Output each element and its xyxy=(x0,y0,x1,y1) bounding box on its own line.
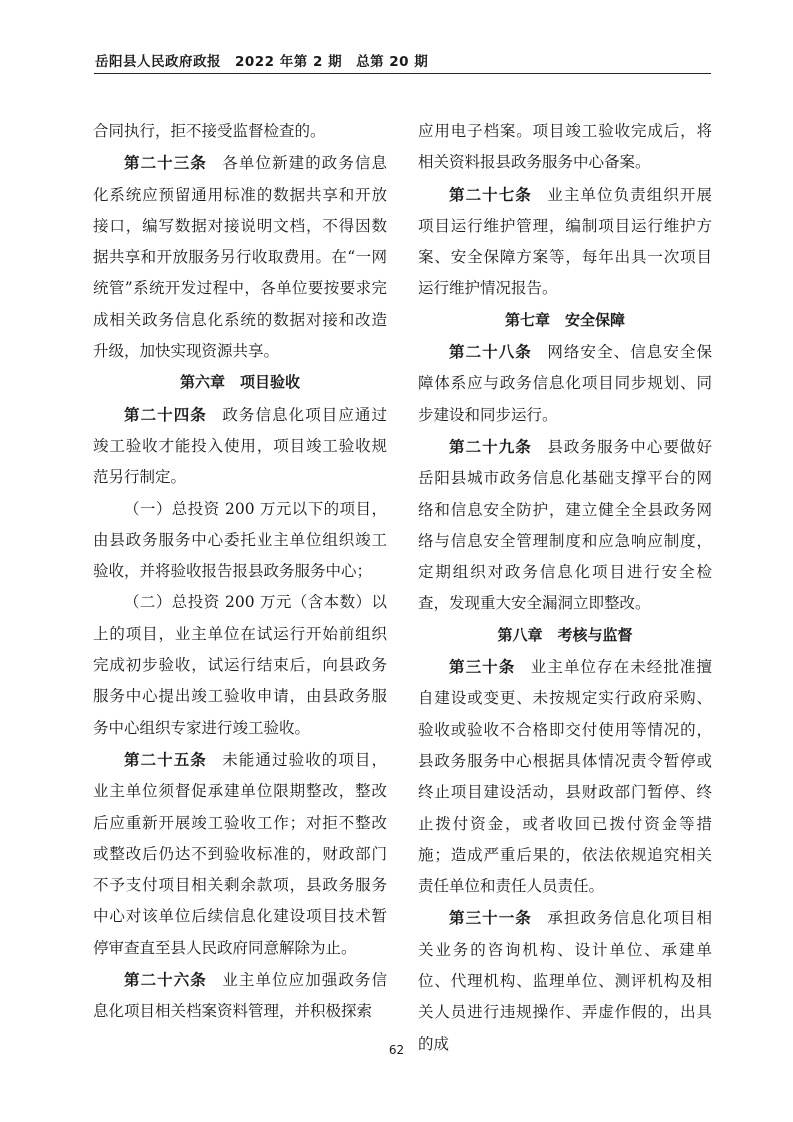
chapter-title: 考核与监督 xyxy=(557,625,633,644)
article-text: 未能通过验收的项目，业主单位须督促承建单位限期整改，整改后应重新开展竣工验收工作；对拒不整改或整改后仍达不到验收标准的，财政部门不予支付项目相关剩余款项，县政务服务中心对该单位后续信息化建设项目技术暂停审查直至县人民政府同意解除为止。 xyxy=(93,750,387,957)
page-header: 岳阳县人民政府政报 2022 年第 2 期 总第 20 期 xyxy=(95,54,429,70)
right-column xyxy=(418,116,712,1060)
article-title: 第二十九条 xyxy=(449,436,532,456)
chapter-title: 项目验收 xyxy=(240,373,301,392)
paragraph: 应用电子档案。项目竣工验收完成后，将相关资料报县政务服务中心备案。 xyxy=(418,122,712,172)
article-30 xyxy=(418,651,712,902)
article-text: 业主单位负责组织开展项目运行维护管理，编制项目运行维护方案、安全保障方案等，每年出具一次项目运行维护情况报告。 xyxy=(418,185,712,298)
article-text: 业主单位存在未经批准擅自建设或变更、未按规定实行政府采购、验收或验收不合格即交付使用等情况的，县政务服务中心根据具体情况责令暂停或终止项目建设活动，县财政部门暂停、终止拨付资金，或者收回已拨付资金等措施；造成严重后果的，依法依规追究相关责任单位和责任人员责任。 xyxy=(418,658,712,896)
chapter-7-heading xyxy=(418,305,712,336)
article-title: 第二十三条 xyxy=(124,153,207,173)
chapter-number: 第六章 xyxy=(179,373,225,392)
article-27 xyxy=(418,179,712,305)
chapter-8-heading xyxy=(418,620,712,651)
left-column xyxy=(93,116,387,1028)
article-26 xyxy=(93,964,387,1028)
article-title: 第二十四条 xyxy=(124,404,207,424)
page-number: 62 xyxy=(388,1043,405,1057)
article-25 xyxy=(93,744,387,964)
header-rule xyxy=(94,73,711,74)
article-29 xyxy=(418,431,712,620)
chapter-title: 安全保障 xyxy=(565,310,626,329)
article-text: 各单位新建的政务信息化系统应预留通用标准的数据共享和开放接口，编写数据对接说明文档，不得因数据共享和开放服务另行收取费用。在“一网统管”系统开发过程中，各单位要按要求完成相关政务信息化系统的数据对接和改造升级，加快实现资源共享。 xyxy=(93,154,387,361)
article-24-item-2: （二）总投资 200 万元（含本数）以上的项目，业主单位在试运行开始前组织完成初步验收，试运行结束后，向县政务服务中心提出竣工验收申请，由县政务服务中心组织专家进行竣工验收。 xyxy=(93,593,387,737)
article-31 xyxy=(418,902,712,1059)
chapter-6-heading xyxy=(93,367,387,398)
article-title: 第二十七条 xyxy=(449,184,532,204)
article-text: 政务信息化项目应通过竣工验收才能投入使用，项目竣工验收规范另行制定。 xyxy=(93,405,387,487)
article-text: 业主单位应加强政务信息化项目相关档案资料管理，并积极探索 xyxy=(93,971,387,1021)
article-text: 承担政务信息化项目相关业务的咨询机构、设计单位、承建单位、代理机构、监理单位、测评机构及相关人员进行违规操作、弄虚作假的，出具的成 xyxy=(418,909,712,1053)
paragraph: 合同执行，拒不接受监督检查的。 xyxy=(93,122,326,140)
article-title: 第二十五条 xyxy=(124,749,207,769)
article-28 xyxy=(418,336,712,431)
article-text: 县政务服务中心要做好岳阳县城市政务信息化基础支撑平台的网络和信息安全防护，建立健全全县政务网络与信息安全管理制度和应急响应制度，定期组织对政务信息化项目进行安全检查，发现重大安全漏洞立即整改。 xyxy=(418,437,712,613)
article-title: 第三十条 xyxy=(449,657,516,677)
article-title: 第二十六条 xyxy=(124,970,207,990)
article-23 xyxy=(93,147,387,367)
chapter-number: 第八章 xyxy=(497,625,543,644)
article-title: 第二十八条 xyxy=(449,342,532,362)
article-24-item-1: （一）总投资 200 万元以下的项目，由县政务服务中心委托业主单位组织竣工验收，并将验收报告报县政务服务中心； xyxy=(93,499,387,581)
article-24 xyxy=(93,399,387,494)
chapter-number: 第七章 xyxy=(504,310,550,329)
article-text: 网络安全、信息安全保障体系应与政务信息化项目同步规划、同步建设和同步运行。 xyxy=(418,343,712,424)
article-title: 第三十一条 xyxy=(449,908,532,928)
